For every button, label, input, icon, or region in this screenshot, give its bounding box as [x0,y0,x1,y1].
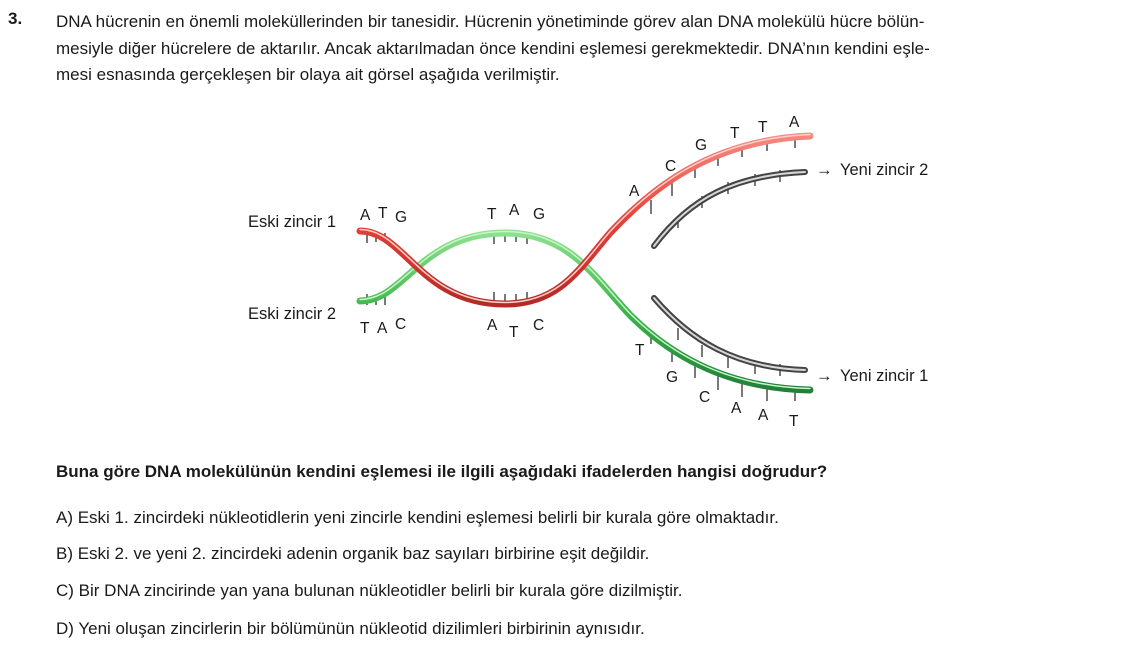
option-d[interactable]: D) Yeni oluşan zincirlerin bir bölümünün nükleotid dizilimleri birbirinin aynısıdır. [56,619,645,638]
base-lower-fork-5: A [758,407,769,424]
base-old1-3: G [395,209,408,226]
intro-line-1: DNA hücrenin en önemli moleküllerinden bir tanesidir. Hücrenin yönetiminde görev alan DNA molekülü hücre bölün- [56,12,925,31]
base-upper-fork-2: C [665,158,677,175]
base-old2-1: T [360,320,370,337]
new-strand-2 [654,172,805,246]
base-lower-fork-6: T [789,413,799,430]
question-number: 3. [8,9,23,28]
base-top-mid-2: A [509,202,520,219]
arrow-new-strand-2: → [816,161,833,179]
intro-line-2: mesiyle diğer hücrelere de aktarılır. Ancak aktarılmadan önce kendini eşlemesi gerekmektedir. DNA’nın kendini eşle- [56,38,930,58]
old-strand-1 [360,136,810,304]
base-upper-fork-3: G [695,137,708,154]
label-old-strand-1: Eski zincir 1 [248,213,337,231]
base-bottom-mid-3: C [533,317,545,334]
new-strand-1 [654,298,805,370]
base-old1-1: A [360,207,371,224]
base-old2-2: A [377,320,388,337]
question-prompt: Buna göre DNA molekülünün kendini eşlemesi ile ilgili aşağıdaki ifadelerden hangisi doğrudur? [56,462,828,481]
base-top-mid-3: G [533,206,546,223]
label-new-strand-2: Yeni zincir 2 [840,161,929,179]
base-lower-fork-2: G [666,369,679,386]
base-bottom-mid-2: T [509,324,519,341]
base-upper-fork-6: A [789,114,800,131]
old-strand-2 [360,233,810,390]
base-lower-fork-1: T [635,342,645,359]
option-b[interactable]: B) Eski 2. ve yeni 2. zincirdeki adenin organik baz sayıları birbirine eşit değildir. [56,544,650,563]
base-lower-fork-3: C [699,389,711,406]
base-old2-3: C [395,316,407,333]
arrow-new-strand-1: → [816,367,833,385]
option-c[interactable]: C) Bir DNA zincirinde yan yana bulunan nükleotidler belirli bir kurala göre dizilmiştir. [56,581,683,600]
base-top-mid-1: T [487,206,497,223]
option-a[interactable]: A) Eski 1. zincirdeki nükleotidlerin yeni zincirle kendini eşlemesi belirli bir kurala göre olmaktadır. [56,508,779,527]
base-bottom-mid-1: A [487,317,498,334]
label-old-strand-2: Eski zincir 2 [248,305,337,323]
base-lower-fork-4: A [731,400,742,417]
base-upper-fork-1: A [629,183,640,200]
base-upper-fork-5: T [758,119,768,136]
intro-line-3: mesi esnasında gerçekleşen bir olaya ait görsel aşağıda verilmiştir. [56,65,560,84]
base-upper-fork-4: T [730,125,740,142]
label-new-strand-1: Yeni zincir 1 [840,367,929,385]
base-old1-2: T [378,205,388,222]
